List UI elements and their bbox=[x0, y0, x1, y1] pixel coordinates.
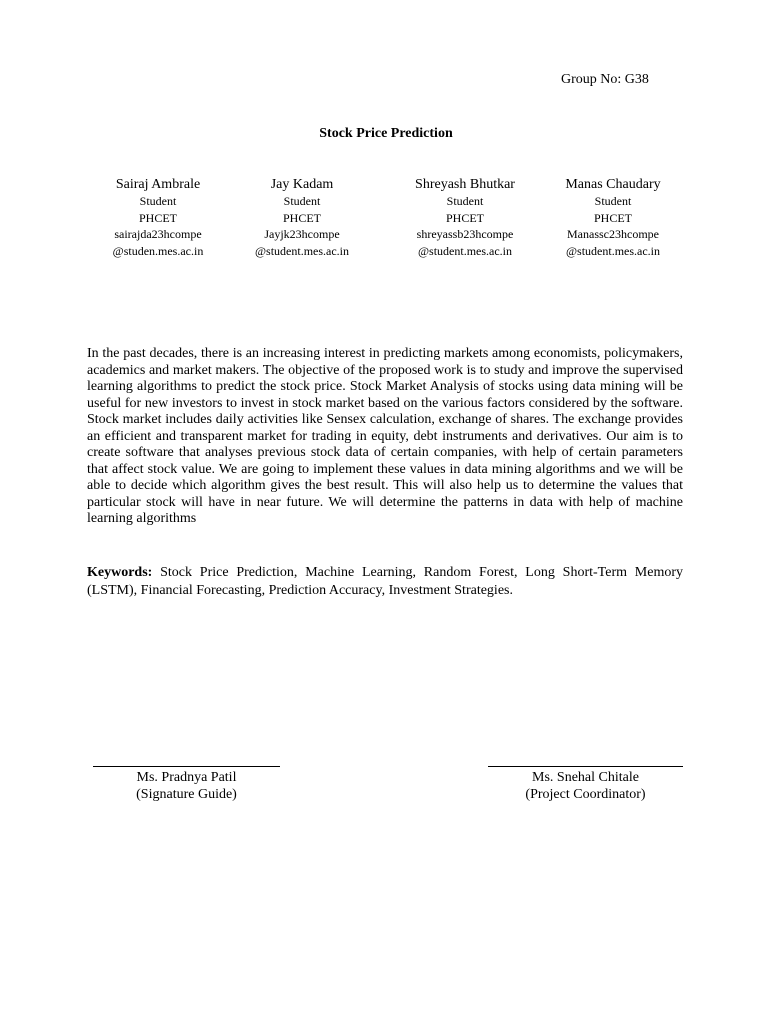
signature-role: (Signature Guide) bbox=[136, 787, 237, 802]
signature-block-coordinator bbox=[488, 766, 683, 803]
signature-role: (Project Coordinator) bbox=[525, 787, 646, 802]
author-institute: PHCET bbox=[593, 210, 632, 225]
signature-line bbox=[93, 766, 280, 767]
author-email-line2: @student.mes.ac.in bbox=[254, 243, 350, 258]
author-block bbox=[83, 176, 233, 259]
signature-line bbox=[488, 766, 683, 767]
author-name: Sairaj Ambrale bbox=[115, 177, 201, 192]
author-email-line1: Jayjk23hcompe bbox=[264, 227, 340, 241]
author-role: Student bbox=[283, 194, 321, 208]
author-name: Jay Kadam bbox=[270, 177, 334, 192]
author-institute: PHCET bbox=[138, 210, 177, 225]
author-email-line2: @studen.mes.ac.in bbox=[112, 243, 204, 258]
signature-block-guide bbox=[93, 766, 280, 803]
author-institute: PHCET bbox=[282, 210, 321, 225]
keywords-paragraph bbox=[87, 564, 683, 600]
author-email-line1: sairajda23hcompe bbox=[114, 227, 202, 241]
keywords-label: Keywords: bbox=[87, 565, 153, 580]
author-list bbox=[0, 176, 768, 266]
author-email-line1: shreyassb23hcompe bbox=[416, 227, 514, 241]
author-role: Student bbox=[446, 194, 484, 208]
author-block bbox=[538, 176, 688, 259]
author-role: Student bbox=[594, 194, 632, 208]
abstract-paragraph: In the past decades, there is an increasing interest in predicting markets among economists, policymakers, academics and market makers. The objective of the proposed work is to study and improve the supervised learning algorithms to predict the stock price. Stock Market Analysis of stocks using data mining will be useful for new investors to invest in stock market based on the various factors considered by the software. Stock market includes daily activities like Sensex calculation, exchange of shares. The exchange provides an efficient and transparent market for trading in equity, debt instruments and derivatives. Our aim is to create software that analyses previous stock data of certain companies, with help of certain parameters that affect stock value. We are going to implement these values in data mining algorithms and we will be able to decide which algorithm gives the best result. This will also help us to determine the values that particular stock will have in near future. We will determine the patterns in data with help of machine learning algorithms bbox=[87, 346, 683, 526]
author-email-line1: Manassc23hcompe bbox=[567, 227, 659, 241]
signature-name: Ms. Pradnya Patil bbox=[136, 770, 237, 785]
document-title: Stock Price Prediction bbox=[319, 126, 453, 141]
author-email-line2: @student.mes.ac.in bbox=[417, 243, 513, 258]
author-name: Manas Chaudary bbox=[565, 177, 661, 192]
author-block bbox=[390, 176, 540, 259]
author-email-line2: @student.mes.ac.in bbox=[565, 243, 661, 258]
author-role: Student bbox=[139, 194, 177, 208]
author-block bbox=[227, 176, 377, 259]
group-number: Group No: G38 bbox=[561, 72, 649, 87]
signature-name: Ms. Snehal Chitale bbox=[532, 770, 639, 785]
author-institute: PHCET bbox=[445, 210, 484, 225]
keywords-text: Stock Price Prediction, Machine Learning, Random Forest, Long Short-Term Memory (LSTM), Financial Forecasting, Prediction Accuracy, Investment Strategies. bbox=[87, 565, 683, 598]
author-name: Shreyash Bhutkar bbox=[415, 177, 515, 192]
